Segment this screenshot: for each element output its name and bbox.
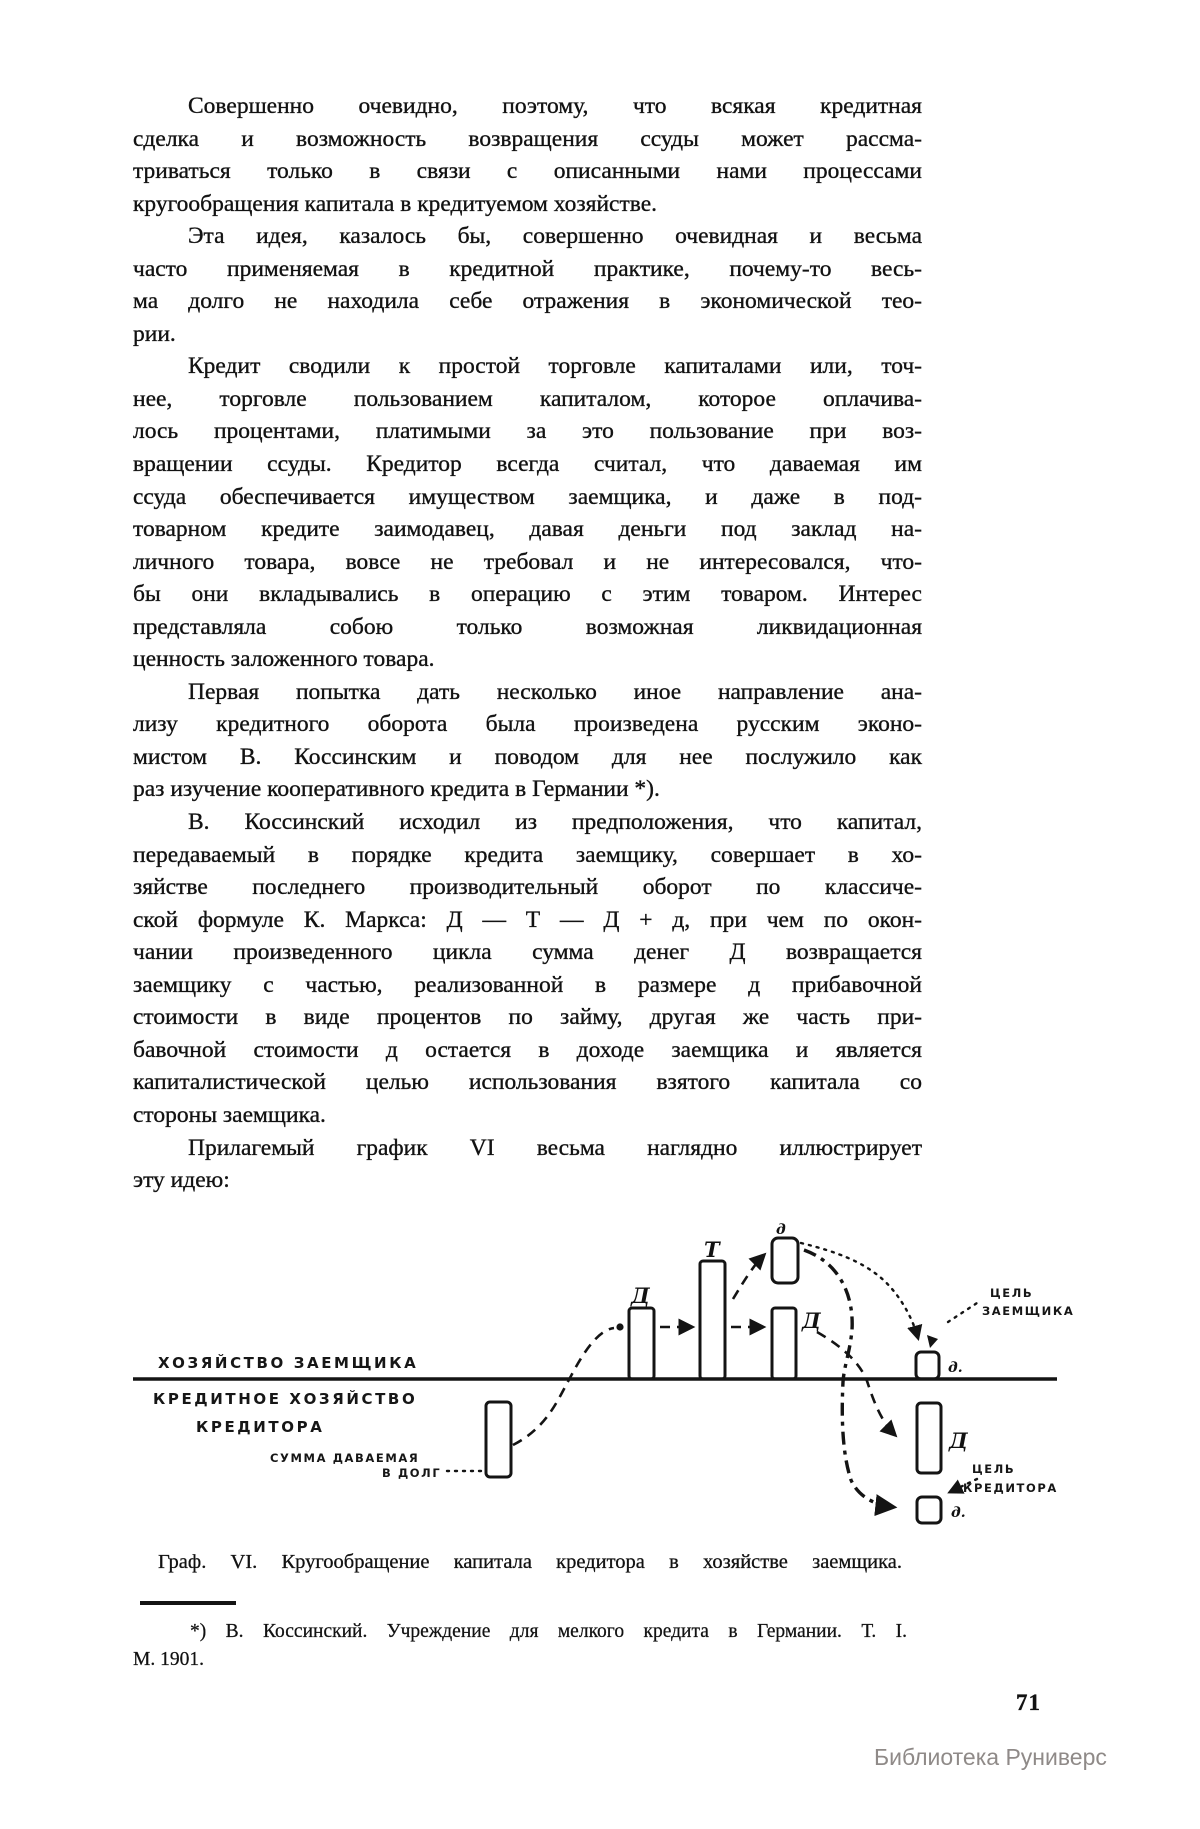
text-line: Совершенно очевидно, поэтому, что всякая кредитная <box>188 93 922 119</box>
borrower-goal-label-2: ЗАЕМЩИКА <box>982 1304 1075 1318</box>
goal-borrower-lead-dots <box>948 1301 980 1322</box>
text-line: В. Коссинский исходил из предположения, что капитал, <box>188 809 922 836</box>
body-text <box>133 90 922 1197</box>
footnote-line-2: М. 1901. <box>133 1649 204 1670</box>
page-number: 71 <box>1016 1690 1041 1715</box>
footnote-rule <box>140 1601 236 1605</box>
text-line: передаваемый в порядке кредита заемщику, совершает в хо- <box>133 841 922 868</box>
money2-to-returned-curve <box>817 1332 895 1435</box>
text-line: раз изучение кооперативного кредита в Германии *). <box>133 776 660 803</box>
money-return-to-creditor-curve <box>804 1250 893 1507</box>
text-line: ссуда обеспечивается имуществом заемщика, и даже в под- <box>133 483 922 510</box>
text-line: нее, торговле пользованием капиталом, которое оплачива- <box>133 385 922 412</box>
text-line: бы они вкладывались в операцию с этим товаром. Интерес <box>133 581 922 608</box>
footnote-line-1: *) В. Коссинский. Учреждение для мелкого кредита в Германии. Т. I. <box>190 1621 907 1642</box>
text-line: вращении ссуды. Кредитор всегда считал, что даваемая им <box>133 451 922 478</box>
text-line: рии. <box>133 320 176 347</box>
surplus-creditor-letter: д. <box>951 1505 966 1521</box>
creditor-economy-label-2: КРЕДИТОРА <box>196 1418 325 1436</box>
text-line: капиталистической целью использования взятого капитала со <box>133 1069 922 1096</box>
commodity-letter: Т <box>704 1237 720 1262</box>
text-line: товарном кредите заимодавец, давая деньги под заклад на- <box>133 516 922 543</box>
text-line: Прилагемый график VI весьма наглядно иллюстрирует <box>188 1134 922 1161</box>
text-line: ма долго не находила себе отражения в экономической тео- <box>133 288 922 315</box>
surplus-bar-top <box>772 1238 798 1283</box>
text-line: ценность заложенного товара. <box>133 646 435 673</box>
surplus-to-borrower-goal-curve <box>801 1243 918 1338</box>
text-line: личного товара, вовсе не требовал и не интересовался, что- <box>133 548 922 575</box>
text-line: триваться только в связи с описанными нами процессами <box>133 158 922 185</box>
commodity-to-surplus-arrow <box>733 1255 764 1299</box>
text-line: эту идею: <box>133 1167 230 1194</box>
surplus-return-arrowhead <box>927 1335 938 1348</box>
text-line: сделка и возможность возвращения ссуды может рассма- <box>133 125 922 152</box>
surplus-top-letter: д <box>776 1222 786 1238</box>
creditor-goal-label-2: КРЕДИТОРА <box>963 1481 1058 1495</box>
text-line: часто применяемая в кредитной практике, почему-то весь- <box>133 255 922 282</box>
loan-sum-label-1: СУММА ДАВАЕМАЯ <box>270 1451 420 1465</box>
loan-sum-bar <box>486 1402 511 1477</box>
money-bar-1 <box>629 1308 654 1379</box>
text-line: бавочной стоимости д остается в доходе заемщика и является <box>133 1036 922 1063</box>
text-line: Кредит сводили к простой торговле капиталами или, точ- <box>188 353 922 380</box>
surplus-returned-letter: д. <box>948 1360 963 1376</box>
money-2-letter: Д <box>802 1308 821 1333</box>
money-1-letter: Д <box>631 1283 650 1308</box>
text-line: Эта идея, казалось бы, совершенно очевидная и весьма <box>188 223 922 250</box>
creditor-goal-label-1: ЦЕЛЬ <box>972 1462 1016 1476</box>
text-line: представляла собою только возможная ликвидационная <box>133 613 922 640</box>
money-returned-letter: Д <box>949 1428 968 1453</box>
loan-curve-end-dot <box>616 1323 623 1330</box>
loan-to-borrower-curve <box>513 1328 614 1445</box>
borrower-economy-label: ХОЗЯЙСТВО ЗАЕМЩИКА <box>158 1354 419 1372</box>
figure-caption: Граф. VI. Кругообращение капитала кредитора в хозяйстве заемщика. <box>158 1551 902 1573</box>
text-line: кругообращения капитала в кредитуемом хозяйстве. <box>133 190 657 217</box>
text-line: ской формуле К. Маркса: Д — Т — Д + д, при чем по окон- <box>133 906 922 933</box>
text-line: заемщику с частью, реализованной в размере д прибавочной <box>133 971 922 998</box>
text-line: стороны заемщика. <box>133 1101 326 1128</box>
footnote <box>133 1618 907 1674</box>
library-watermark: Библиотека Руниверс <box>874 1744 1107 1770</box>
goal-creditor-arrow <box>950 1479 977 1492</box>
loan-sum-label-2: В ДОЛГ <box>382 1466 442 1480</box>
creditor-economy-label-1: КРЕДИТНОЕ ХОЗЯЙСТВО <box>153 1390 418 1408</box>
money-bar-returned <box>917 1403 941 1473</box>
money-bar-2 <box>772 1308 796 1379</box>
text-line: лизу кредитного оборота была произведена русским эконо- <box>133 711 922 738</box>
surplus-bar-returned <box>916 1352 939 1379</box>
text-line: зяйстве последнего производительный оборот по классиче- <box>133 874 922 901</box>
surplus-bar-creditor <box>917 1497 941 1523</box>
text-line: Первая попытка дать несколько иное направление ана- <box>188 678 922 705</box>
borrower-goal-label-1: ЦЕЛЬ <box>990 1286 1034 1300</box>
text-line: мистом В. Коссинским и поводом для нее послужило как <box>133 743 922 770</box>
text-line: лось процентами, платимыми за это пользование при воз- <box>133 418 922 445</box>
commodity-bar <box>700 1261 725 1379</box>
text-line: стоимости в виде процентов по займу, другая же часть при- <box>133 1004 922 1031</box>
text-line: чании произведенного цикла сумма денег Д возвращается <box>133 939 922 966</box>
